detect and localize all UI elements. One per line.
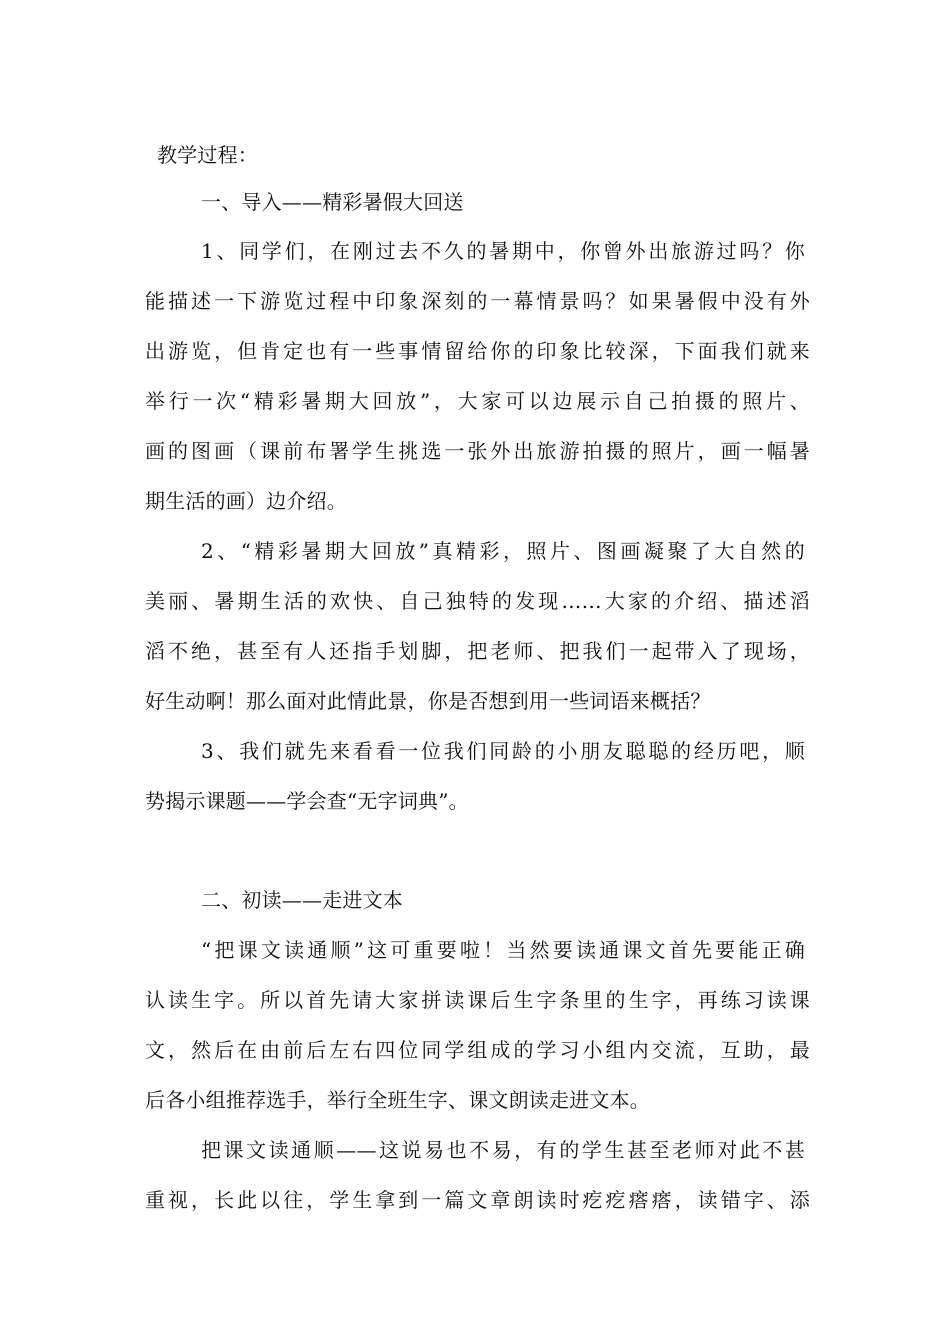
document-heading: 教学过程： — [157, 143, 258, 167]
s1-p1-line-1: 1、同学们，在刚过去不久的暑期中，你曾外出旅游过吗？你 — [201, 239, 805, 263]
s1-p2-line-2: 美丽、暑期生活的欢快、自己独特的发现……大家的介绍、描述滔 — [145, 589, 810, 613]
section-1-title: 一、导入——精彩暑假大回送 — [201, 190, 464, 214]
s2-p1-line-4: 后各小组推荐选手，举行全班生字、课文朗读走进文本。 — [145, 1088, 650, 1112]
s1-p1-line-4: 举行一次“精彩暑期大回放”，大家可以边展示自己拍摄的照片、 — [145, 389, 810, 413]
s1-p2-line-1: 2、“精彩暑期大回放”真精彩，照片、图画凝聚了大自然的 — [201, 539, 805, 563]
s1-p3-line-1: 3、我们就先来看看一位我们同龄的小朋友聪聪的经历吧，顺 — [201, 739, 805, 763]
s1-p2-line-3: 滔不绝，甚至有人还指手划脚，把老师、把我们一起带入了现场， — [145, 639, 810, 663]
s2-p2-line-1: 把课文读通顺——这说易也不易，有的学生甚至老师对此不甚 — [201, 1138, 805, 1162]
s2-p1-line-2: 认读生字。所以首先请大家拼读课后生字条里的生字，再练习读课 — [145, 988, 810, 1012]
s1-p1-line-5: 画的图画（课前布署学生挑选一张外出旅游拍摄的照片，画一幅暑 — [145, 439, 810, 463]
s2-p1-line-1: “把课文读通顺”这可重要啦！当然要读通课文首先要能正确 — [201, 938, 805, 962]
s1-p3-line-2: 势揭示课题——学会查“无字词典”。 — [145, 789, 469, 813]
s1-p1-line-3: 出游览，但肯定也有一些事情留给你的印象比较深，下面我们就来 — [145, 339, 810, 363]
s1-p1-line-6: 期生活的画）边介绍。 — [145, 489, 347, 513]
section-2-title: 二、初读——走进文本 — [201, 888, 403, 912]
s2-p2-line-2: 重视，长此以往，学生拿到一篇文章朗读时疙疙瘩瘩，读错字、添 — [145, 1188, 810, 1212]
s2-p1-line-3: 文，然后在由前后左右四位同学组成的学习小组内交流，互助，最 — [145, 1038, 810, 1062]
s1-p2-line-4: 好生动啊！那么面对此情此景，你是否想到用一些词语来概括？ — [145, 689, 711, 713]
s1-p1-line-2: 能描述一下游览过程中印象深刻的一幕情景吗？如果暑假中没有外 — [145, 289, 810, 313]
